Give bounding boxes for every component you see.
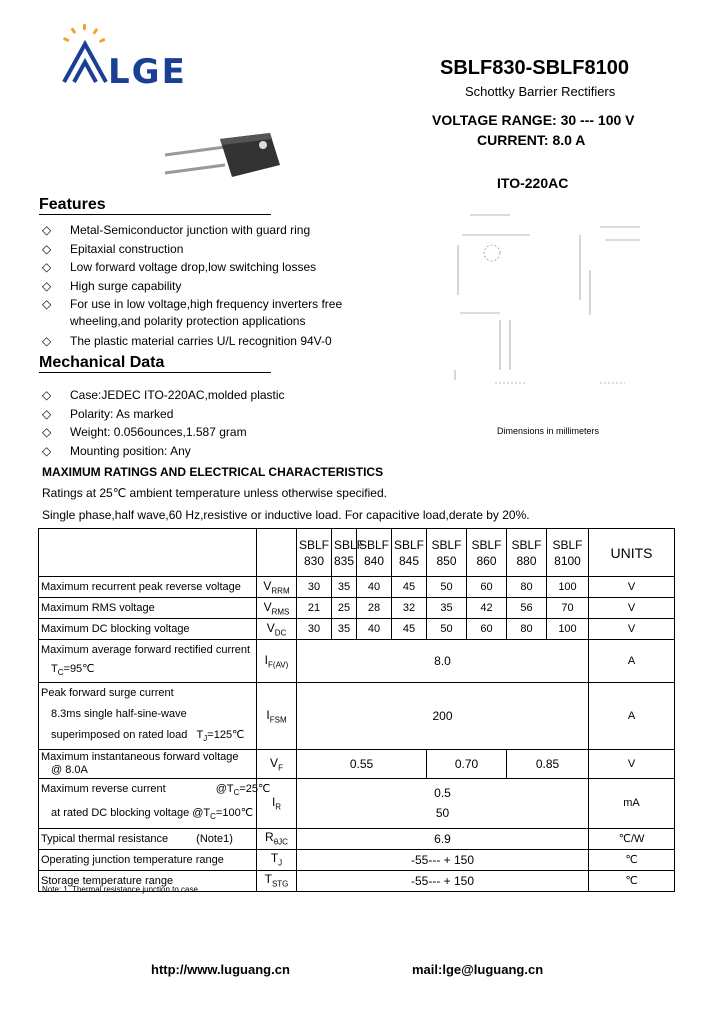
- diamond-bullet-icon: ◇: [42, 388, 52, 402]
- footer-url-link[interactable]: http://www.luguang.cn: [151, 962, 290, 977]
- voltage-range: VOLTAGE RANGE: 30 --- 100 V: [432, 112, 635, 128]
- table-row: Maximum instantaneous forward voltage @ 8.0A $V_F$ 0.55 0.70 0.85 V: [39, 750, 675, 779]
- dimensions-caption: Dimensions in millimeters: [497, 426, 600, 436]
- diamond-bullet-icon: ◇: [42, 406, 52, 421]
- table-row: Maximum reverse current $@T_C=25℃$ at rated DC blocking voltage $@T_C=100℃$ $I_R$ 0.5 50 mA: [39, 779, 675, 828]
- product-subtitle: Schottky Barrier Rectifiers: [465, 84, 616, 99]
- table-row: Typical thermal resistance (Note1) $R_{\theta JC}$ 6.9 ℃/W: [39, 828, 675, 849]
- ito220-package-image: [160, 125, 290, 185]
- part-header: SBLF 850: [427, 529, 467, 577]
- ratings-note-1: Ratings at 25℃ ambient temperature unless otherwise specified.: [42, 486, 387, 500]
- part-header: SBLF 830: [297, 529, 332, 577]
- diamond-bullet-icon: ◇: [42, 425, 52, 440]
- part-header: SBLF 8100: [547, 529, 589, 577]
- diamond-bullet-icon: ◇: [42, 278, 52, 293]
- package-dimension-drawing: [440, 205, 660, 420]
- table-footnote: Note: 1. Thermal resistance junction to case.: [42, 885, 201, 894]
- ratings-heading: MAXIMUM RATINGS AND ELECTRICAL CHARACTERISTICS: [42, 465, 384, 479]
- diamond-bullet-icon: ◇: [42, 241, 52, 256]
- current-rating: CURRENT: 8.0 A: [477, 132, 586, 148]
- diamond-bullet-icon: ◇: [42, 297, 52, 312]
- table-row: Maximum RMS voltage $V_{RMS}$ 21 25 28 32 35 42 56 70 V: [39, 598, 675, 619]
- table-row: Peak forward surge current 8.3ms single half-sine-wave superimposed on rated load $T_J=125℃$ $I_{FSM}$ 200 A: [39, 683, 675, 750]
- diamond-bullet-icon: ◇: [42, 443, 52, 458]
- logo-text: LGE: [108, 52, 187, 92]
- part-header: SBLF 860: [467, 529, 507, 577]
- ratings-note-2: Single phase,half wave,60 Hz,resistive or inductive load. For capacitive load,derate by 20%.: [42, 508, 530, 522]
- units-header: UNITS: [589, 529, 675, 577]
- diamond-bullet-icon: ◇: [42, 223, 52, 237]
- part-header: SBLF 880: [507, 529, 547, 577]
- diamond-bullet-icon: ◇: [42, 260, 52, 275]
- part-header: SBLF 845: [392, 529, 427, 577]
- part-header: SBLF 835: [332, 529, 357, 577]
- table-header-row: [39, 529, 675, 577]
- table-row: Storage temperature range $T_{STG}$ -55--- + 150 ℃: [39, 870, 675, 891]
- features-list: ◇ Metal-Semiconductor junction with guard ring ◇ Epitaxial construction ◇ Low forward voltage drop,low switching losses ◇ High surge capability ◇ For use in low voltage,high frequency inverters free wheeling,and polarity protection applications ◇ The plastic material carries U/L recognition 94V-0: [42, 221, 382, 351]
- table-row: Operating junction temperature range $T_J$ -55--- + 150 ℃: [39, 849, 675, 870]
- footer-mail-link[interactable]: mail:lge@luguang.cn: [412, 962, 544, 977]
- features-heading: Features: [39, 196, 271, 215]
- mechanical-heading: Mechanical Data: [39, 354, 271, 373]
- ratings-table: [38, 528, 675, 892]
- lge-logo-icon: [60, 22, 110, 90]
- mechanical-list: ◇ Case:JEDEC ITO-220AC,molded plastic ◇ Polarity: As marked ◇ Weight: 0.056ounces,1.587 gram ◇ Mounting position: Any: [42, 386, 382, 461]
- table-row: Maximum recurrent peak reverse voltage $V_{RRM}$ 30 35 40 45 50 60 80 100 V: [39, 577, 675, 598]
- diamond-bullet-icon: ◇: [42, 334, 52, 348]
- part-header: SBLF 840: [357, 529, 392, 577]
- part-number-title: SBLF830-SBLF8100: [440, 57, 629, 79]
- package-name: ITO-220AC: [497, 175, 569, 191]
- table-row: Maximum DC blocking voltage $V_{DC}$ 30 35 40 45 50 60 80 100 V: [39, 619, 675, 640]
- table-row: Maximum average forward rectified current $T_C=95℃$ $I_{F(AV)}$ 8.0 A: [39, 640, 675, 683]
